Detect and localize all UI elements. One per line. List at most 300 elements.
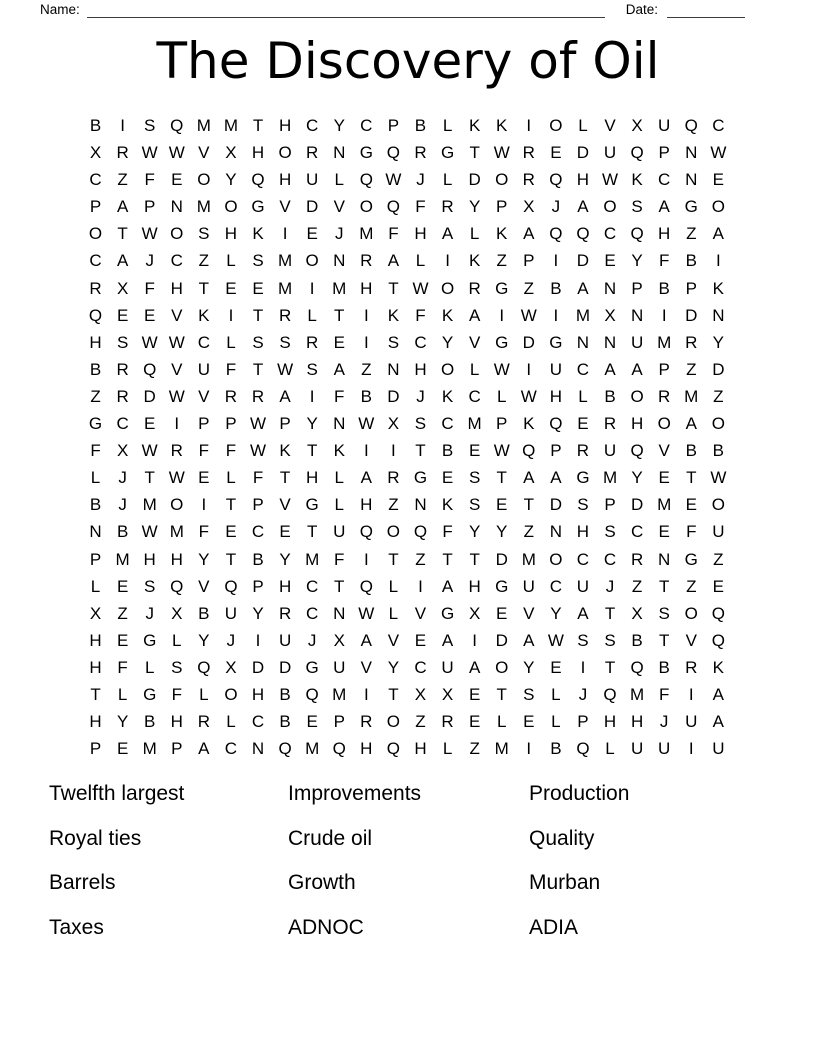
grid-row bbox=[82, 681, 732, 708]
grid-cell: Q bbox=[251, 170, 265, 190]
grid-cell: R bbox=[306, 332, 319, 352]
grid-cell: U bbox=[630, 332, 644, 352]
grid-cell: I bbox=[309, 278, 315, 298]
grid-cell: Q bbox=[278, 739, 292, 759]
grid-cell: B bbox=[441, 441, 454, 461]
grid-cell: F bbox=[144, 278, 155, 298]
grid-cell: T bbox=[496, 684, 507, 704]
grid-cell: C bbox=[251, 522, 265, 542]
grid-cell: V bbox=[279, 495, 291, 515]
grid-cell: C bbox=[603, 549, 617, 569]
grid-cell: B bbox=[279, 712, 291, 732]
grid-cell: A bbox=[712, 224, 724, 244]
grid-cell: E bbox=[685, 495, 697, 515]
grid-cell: G bbox=[576, 468, 590, 488]
grid-cell: C bbox=[549, 576, 562, 596]
grid-cell: R bbox=[630, 549, 644, 569]
grid-cell: E bbox=[523, 712, 535, 732]
grid-cell: Z bbox=[713, 549, 724, 569]
grid-cell: Y bbox=[631, 251, 643, 271]
grid-cell: L bbox=[226, 251, 236, 271]
grid-cell: L bbox=[172, 630, 182, 650]
grid-cell: Q bbox=[711, 630, 725, 650]
grid-cell: J bbox=[578, 684, 588, 704]
grid-cell: O bbox=[440, 359, 455, 379]
grid-cell: P bbox=[658, 359, 670, 379]
grid-cell: Q bbox=[603, 684, 617, 704]
grid-cell: S bbox=[577, 495, 589, 515]
grid-cell: N bbox=[658, 549, 671, 569]
grid-cell: Z bbox=[198, 251, 210, 271]
grid-cell: Y bbox=[523, 657, 535, 677]
grid-cell: X bbox=[631, 603, 643, 623]
grid-cell: B bbox=[550, 739, 562, 759]
grid-cell: T bbox=[523, 495, 534, 515]
grid-cell: W bbox=[141, 441, 158, 461]
grid-cell: F bbox=[658, 684, 670, 704]
grid-cell: E bbox=[496, 495, 508, 515]
grid-cell: S bbox=[279, 332, 291, 352]
grid-cell: J bbox=[416, 386, 425, 406]
grid-cell: U bbox=[576, 576, 590, 596]
grid-cell: B bbox=[604, 386, 616, 406]
grid-cell: Y bbox=[441, 332, 454, 352]
grid-cell: J bbox=[118, 468, 127, 488]
grid-cell: T bbox=[388, 278, 399, 298]
grid-cell: T bbox=[117, 224, 128, 244]
grid-cell: R bbox=[197, 712, 210, 732]
grid-cell: D bbox=[495, 630, 508, 650]
grid-cell: N bbox=[685, 143, 698, 163]
grid-cell: D bbox=[495, 549, 508, 569]
grid-cell: W bbox=[547, 630, 564, 650]
grid-cell: H bbox=[549, 386, 562, 406]
grid-cell: R bbox=[603, 414, 617, 434]
grid-cell: P bbox=[496, 197, 508, 217]
grid-cell: H bbox=[89, 712, 102, 732]
grid-cell: A bbox=[198, 739, 210, 759]
grid-cell: T bbox=[306, 441, 318, 461]
grid-cell: I bbox=[363, 305, 369, 325]
grid-cell: O bbox=[359, 197, 373, 217]
word-list-item: Taxes bbox=[49, 915, 104, 939]
grid-cell: Z bbox=[90, 386, 101, 406]
grid-cell: F bbox=[198, 441, 210, 461]
grid-cell: P bbox=[685, 278, 697, 298]
grid-cell: Q bbox=[386, 739, 401, 759]
grid-cell: P bbox=[89, 197, 102, 217]
grid-cell: P bbox=[89, 739, 102, 759]
grid-cell: T bbox=[388, 684, 399, 704]
grid-cell: S bbox=[144, 576, 156, 596]
grid-cell: B bbox=[198, 603, 210, 623]
grid-cell: J bbox=[226, 630, 236, 650]
grid-cell: F bbox=[171, 684, 182, 704]
grid-row bbox=[82, 464, 732, 491]
grid-cell: F bbox=[117, 657, 128, 677]
grid-cell: F bbox=[442, 522, 453, 542]
grid-cell: U bbox=[333, 522, 346, 542]
word-list-item: ADNOC bbox=[288, 915, 364, 939]
grid-cell: I bbox=[526, 116, 532, 135]
grid-cell: T bbox=[686, 468, 697, 488]
grid-cell: E bbox=[414, 630, 427, 650]
grid-cell: B bbox=[360, 386, 372, 406]
grid-cell: U bbox=[278, 630, 292, 650]
grid-cell: E bbox=[116, 305, 129, 325]
grid-cell: U bbox=[333, 657, 346, 677]
grid-cell: C bbox=[658, 170, 671, 190]
grid-cell: E bbox=[306, 712, 318, 732]
grid-cell: F bbox=[144, 170, 155, 190]
grid-cell: W bbox=[520, 305, 537, 325]
grid-cell: L bbox=[199, 684, 209, 704]
grid-cell: Q bbox=[170, 116, 184, 135]
grid-cell: R bbox=[522, 143, 535, 163]
grid-cell: P bbox=[144, 197, 156, 217]
word-list-item: ADIA bbox=[529, 915, 579, 939]
grid-cell: A bbox=[712, 684, 724, 704]
grid-cell: R bbox=[278, 305, 292, 325]
grid-cell: M bbox=[630, 684, 645, 704]
grid-cell: A bbox=[360, 468, 372, 488]
grid-cell: C bbox=[197, 332, 210, 352]
grid-cell: A bbox=[441, 630, 454, 650]
grid-cell: Z bbox=[469, 739, 480, 759]
grid-cell: X bbox=[89, 143, 102, 163]
grid-cell: N bbox=[603, 278, 617, 298]
grid-cell: X bbox=[631, 116, 643, 135]
grid-cell: S bbox=[631, 197, 643, 217]
grid-cell: X bbox=[225, 143, 237, 163]
grid-cell: A bbox=[577, 603, 589, 623]
grid-cell: X bbox=[116, 278, 129, 298]
grid-cell: N bbox=[685, 170, 698, 190]
grid-row bbox=[82, 383, 732, 410]
grid-cell: E bbox=[658, 468, 670, 488]
grid-row bbox=[82, 275, 732, 302]
grid-cell: M bbox=[278, 278, 293, 298]
grid-cell: I bbox=[309, 386, 315, 406]
grid-cell: L bbox=[578, 386, 588, 406]
grid-cell: H bbox=[576, 170, 590, 190]
grid-cell: I bbox=[526, 359, 532, 379]
grid-cell: R bbox=[441, 197, 454, 217]
grid-cell: L bbox=[226, 332, 236, 352]
grid-cell: H bbox=[278, 170, 292, 190]
grid-cell: T bbox=[334, 305, 345, 325]
grid-cell: H bbox=[170, 549, 183, 569]
grid-cell: Z bbox=[523, 278, 534, 298]
grid-row bbox=[82, 220, 732, 247]
grid-cell: P bbox=[333, 712, 345, 732]
grid-cell: C bbox=[89, 251, 102, 271]
grid-cell: L bbox=[144, 657, 155, 677]
grid-cell: V bbox=[387, 630, 400, 650]
grid-cell: S bbox=[198, 224, 210, 244]
grid-cell: Q bbox=[197, 657, 211, 677]
grid-cell: F bbox=[334, 549, 345, 569]
grid-cell: T bbox=[334, 576, 345, 596]
grid-cell: I bbox=[580, 657, 586, 677]
grid-cell: Y bbox=[225, 170, 237, 190]
grid-cell: G bbox=[143, 684, 157, 704]
grid-cell: D bbox=[549, 495, 562, 515]
grid-row bbox=[82, 627, 732, 654]
grid-cell: H bbox=[170, 712, 183, 732]
grid-cell: H bbox=[89, 332, 102, 352]
grid-cell: U bbox=[685, 712, 698, 732]
grid-cell: N bbox=[630, 305, 644, 325]
grid-cell: H bbox=[360, 739, 373, 759]
grid-cell: E bbox=[116, 576, 129, 596]
grid-cell: U bbox=[630, 739, 644, 759]
grid-cell: K bbox=[441, 305, 454, 325]
grid-cell: S bbox=[171, 657, 183, 677]
grid-cell: L bbox=[442, 116, 453, 135]
grid-cell: Q bbox=[684, 116, 698, 135]
name-label: Name: bbox=[40, 2, 80, 17]
grid-cell: A bbox=[712, 712, 724, 732]
grid-cell: P bbox=[225, 414, 237, 434]
grid-cell: Y bbox=[333, 116, 345, 135]
header bbox=[40, 1, 745, 18]
grid-cell: F bbox=[90, 441, 101, 461]
grid-cell: Q bbox=[386, 143, 401, 163]
grid-cell: S bbox=[414, 414, 427, 434]
grid-cell: C bbox=[224, 739, 238, 759]
grid-cell: H bbox=[143, 549, 156, 569]
word-list-item: Barrels bbox=[49, 871, 116, 895]
grid-cell: Y bbox=[198, 630, 210, 650]
grid-cell: P bbox=[577, 712, 589, 732]
grid-cell: F bbox=[334, 386, 345, 406]
grid-cell: X bbox=[468, 603, 481, 623]
grid-cell: Y bbox=[252, 603, 264, 623]
grid-cell: M bbox=[467, 414, 482, 434]
grid-cell: U bbox=[224, 603, 238, 623]
grid-cell: D bbox=[251, 657, 265, 677]
grid-cell: H bbox=[278, 116, 292, 135]
grid-cell: G bbox=[305, 657, 319, 677]
grid-cell: T bbox=[144, 468, 155, 488]
grid-cell: A bbox=[604, 359, 616, 379]
grid-cell: A bbox=[441, 224, 454, 244]
grid-cell: D bbox=[576, 143, 590, 163]
grid-cell: L bbox=[442, 739, 453, 759]
grid-cell: Q bbox=[170, 576, 184, 596]
grid-cell: B bbox=[116, 522, 129, 542]
grid-cell: K bbox=[712, 278, 724, 298]
grid-cell: G bbox=[549, 332, 563, 352]
grid-cell: O bbox=[495, 170, 509, 190]
grid-cell: R bbox=[278, 603, 292, 623]
grid-cell: D bbox=[387, 386, 400, 406]
grid-cell: H bbox=[170, 278, 183, 298]
grid-cell: L bbox=[551, 712, 561, 732]
grid-cell: G bbox=[495, 576, 509, 596]
grid-cell: O bbox=[386, 712, 401, 732]
grid-cell: B bbox=[631, 630, 643, 650]
grid-cell: A bbox=[279, 386, 291, 406]
grid-cell: E bbox=[550, 143, 562, 163]
grid-cell: A bbox=[523, 468, 535, 488]
grid-cell: M bbox=[142, 739, 157, 759]
grid-cell: H bbox=[251, 684, 265, 704]
grid-cell: D bbox=[712, 359, 725, 379]
grid-cell: X bbox=[333, 630, 345, 650]
grid-cell: E bbox=[496, 603, 508, 623]
grid-cell: E bbox=[116, 630, 129, 650]
grid-cell: F bbox=[388, 224, 399, 244]
grid-cell: O bbox=[630, 386, 644, 406]
grid-cell: L bbox=[90, 468, 101, 488]
grid-cell: R bbox=[306, 143, 319, 163]
grid-cell: K bbox=[198, 305, 210, 325]
grid-cell: F bbox=[252, 468, 264, 488]
grid-cell: K bbox=[496, 224, 508, 244]
grid-cell: S bbox=[658, 603, 670, 623]
grid-cell: S bbox=[144, 116, 156, 135]
grid-cell: B bbox=[89, 116, 102, 135]
grid-cell: J bbox=[416, 170, 425, 190]
grid-cell: A bbox=[116, 251, 129, 271]
grid-cell: C bbox=[712, 116, 725, 135]
grid-cell: J bbox=[551, 197, 561, 217]
grid-cell: B bbox=[414, 116, 427, 135]
grid-cell: L bbox=[226, 468, 236, 488]
grid-cell: L bbox=[442, 170, 453, 190]
grid-cell: G bbox=[495, 278, 509, 298]
grid-cell: E bbox=[333, 332, 345, 352]
grid-cell: S bbox=[252, 251, 264, 271]
grid-cell: G bbox=[440, 143, 455, 163]
grid-cell: V bbox=[468, 332, 481, 352]
grid-cell: V bbox=[360, 657, 372, 677]
grid-cell: T bbox=[279, 468, 291, 488]
grid-cell: L bbox=[469, 224, 480, 244]
name-blank-line bbox=[87, 4, 605, 18]
grid-cell: T bbox=[469, 549, 480, 569]
grid-cell: W bbox=[249, 414, 267, 434]
grid-cell: W bbox=[385, 170, 402, 190]
grid-row bbox=[82, 329, 732, 356]
grid-cell: H bbox=[658, 224, 671, 244]
grid-cell: K bbox=[441, 495, 454, 515]
grid-cell: A bbox=[658, 197, 670, 217]
grid-cell: K bbox=[631, 170, 643, 190]
grid-cell: Y bbox=[306, 414, 318, 434]
grid-cell: W bbox=[493, 359, 510, 379]
grid-cell: L bbox=[578, 116, 588, 135]
grid-cell: Q bbox=[630, 657, 644, 677]
grid-cell: U bbox=[306, 170, 319, 190]
grid-cell: U bbox=[522, 576, 535, 596]
grid-cell: L bbox=[334, 468, 344, 488]
grid-cell: O bbox=[684, 603, 698, 623]
grid-row bbox=[82, 139, 732, 166]
grid-cell: H bbox=[468, 576, 481, 596]
grid-cell: Q bbox=[576, 224, 590, 244]
grid-cell: I bbox=[282, 224, 288, 244]
grid-cell: R bbox=[522, 170, 535, 190]
grid-cell: B bbox=[712, 441, 724, 461]
grid-cell: K bbox=[441, 386, 454, 406]
grid-cell: M bbox=[332, 278, 347, 298]
grid-cell: J bbox=[307, 630, 317, 650]
grid-cell: H bbox=[603, 712, 617, 732]
grid-cell: E bbox=[279, 522, 291, 542]
grid-cell: A bbox=[333, 359, 345, 379]
grid-cell: I bbox=[418, 576, 423, 596]
grid-cell: O bbox=[440, 278, 455, 298]
grid-cell: N bbox=[576, 332, 590, 352]
grid-cell: W bbox=[141, 522, 158, 542]
grid-cell: U bbox=[658, 739, 671, 759]
grid-cell: T bbox=[252, 305, 264, 325]
grid-cell: S bbox=[577, 630, 589, 650]
grid-cell: E bbox=[225, 522, 237, 542]
grid-cell: M bbox=[332, 684, 347, 704]
grid-cell: G bbox=[251, 197, 265, 217]
grid-cell: Q bbox=[413, 522, 428, 542]
grid-cell: T bbox=[225, 495, 237, 515]
grid-cell: P bbox=[631, 278, 643, 298]
grid-cell: P bbox=[198, 414, 210, 434]
grid-cell: A bbox=[387, 251, 400, 271]
grid-row bbox=[82, 437, 732, 464]
grid-cell: T bbox=[225, 549, 237, 569]
grid-cell: O bbox=[495, 657, 509, 677]
grid-cell: R bbox=[685, 332, 698, 352]
grid-cell: J bbox=[605, 576, 615, 596]
grid-cell: E bbox=[468, 441, 481, 461]
grid-cell: L bbox=[90, 576, 101, 596]
grid-cell: V bbox=[171, 305, 183, 325]
grid-cell: E bbox=[144, 414, 156, 434]
grid-cell: E bbox=[306, 224, 318, 244]
grid-cell: A bbox=[360, 630, 372, 650]
grid-cell: W bbox=[602, 170, 619, 190]
grid-cell: B bbox=[685, 441, 697, 461]
grid-cell: G bbox=[413, 468, 428, 488]
grid-cell: W bbox=[168, 386, 185, 406]
grid-cell: H bbox=[414, 224, 427, 244]
grid-row bbox=[82, 654, 732, 681]
grid-cell: F bbox=[225, 359, 237, 379]
grid-row bbox=[82, 600, 732, 627]
grid-cell: O bbox=[305, 251, 319, 271]
word-list bbox=[49, 772, 776, 950]
grid-cell: G bbox=[684, 197, 698, 217]
grid-cell: R bbox=[685, 657, 698, 677]
grid-cell: E bbox=[198, 468, 210, 488]
grid-cell: M bbox=[169, 522, 184, 542]
grid-cell: B bbox=[550, 278, 562, 298]
grid-cell: O bbox=[386, 522, 401, 542]
grid-cell: U bbox=[441, 657, 454, 677]
grid-cell: B bbox=[658, 278, 670, 298]
word-list-item: Production bbox=[529, 782, 630, 806]
grid-cell: W bbox=[493, 143, 510, 163]
grid-cell: W bbox=[493, 441, 510, 461]
word-list-item: Royal ties bbox=[49, 826, 142, 850]
grid-cell: J bbox=[145, 251, 154, 271]
grid-cell: T bbox=[604, 657, 616, 677]
grid-cell: S bbox=[116, 332, 129, 352]
grid-cell: H bbox=[630, 712, 644, 732]
grid-cell: D bbox=[630, 495, 644, 515]
